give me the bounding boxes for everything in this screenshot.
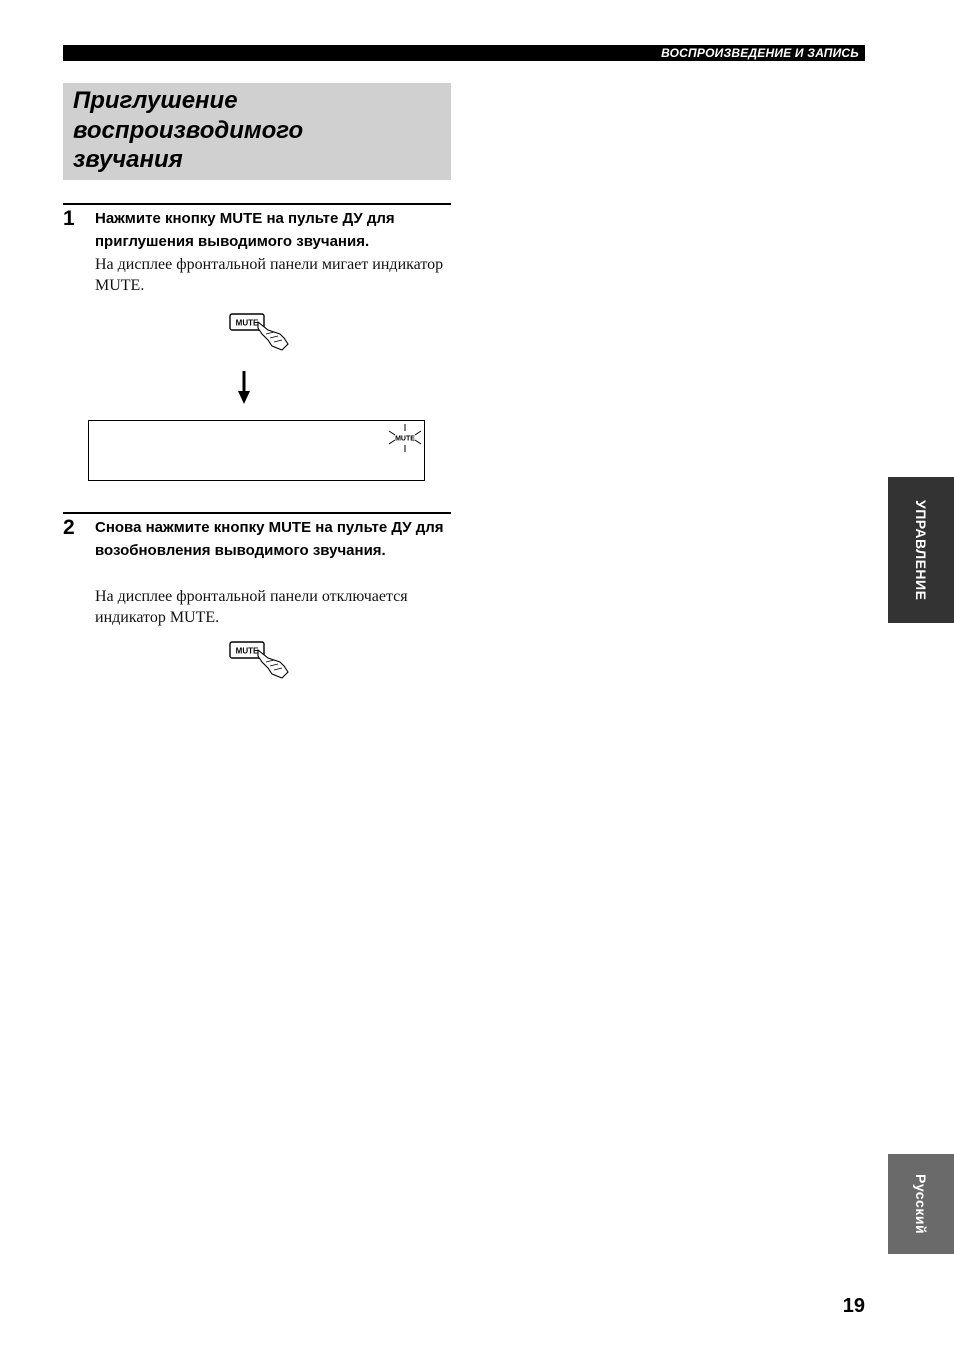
step-1-rule bbox=[63, 203, 451, 205]
front-panel-display bbox=[88, 420, 425, 481]
page-number: 19 bbox=[842, 1295, 865, 1317]
page-title-line-2: воспроизводимого bbox=[73, 116, 304, 144]
title-box bbox=[63, 83, 451, 180]
step-1-heading: Нажмите кнопку MUTE на пульте ДУ для приглушения выводимого звучания. bbox=[95, 210, 395, 250]
hand-pressing-button-icon bbox=[228, 640, 294, 680]
step-2-number: 2 bbox=[63, 516, 75, 539]
section-header-title: ВОСПРОИЗВЕДЕНИЕ И ЗАПИСЬ bbox=[661, 46, 859, 60]
step-2-body: На дисплее фронтальной панели отключается индикатор MUTE. bbox=[95, 588, 408, 626]
step-2-rule bbox=[63, 512, 451, 514]
page-title-line-1: Приглушение bbox=[73, 87, 238, 114]
blinking-indicator-icon bbox=[387, 424, 423, 452]
side-tab-language-label: Русский bbox=[913, 1173, 929, 1235]
page-title-line-3: звучания bbox=[73, 146, 183, 173]
mute-indicator-label: MUTE bbox=[395, 435, 415, 443]
section-header-bar bbox=[63, 45, 865, 61]
side-tab-control bbox=[888, 477, 954, 623]
step-2-heading: Снова нажмите кнопку MUTE на пульте ДУ для возобновления выводимого звучания. bbox=[95, 519, 444, 559]
mute-button-label: MUTE bbox=[235, 318, 259, 328]
mute-button-label: MUTE bbox=[235, 646, 259, 656]
side-tab-control-label: УПРАВЛЕНИЕ bbox=[913, 499, 929, 601]
page-title bbox=[73, 86, 443, 175]
down-arrow-icon bbox=[236, 371, 252, 405]
hand-pressing-button-icon bbox=[228, 312, 294, 352]
step-1-body: На дисплее фронтальной панели мигает индикатор MUTE. bbox=[95, 256, 444, 294]
step-1-number: 1 bbox=[63, 207, 75, 230]
side-tab-language bbox=[888, 1154, 954, 1254]
